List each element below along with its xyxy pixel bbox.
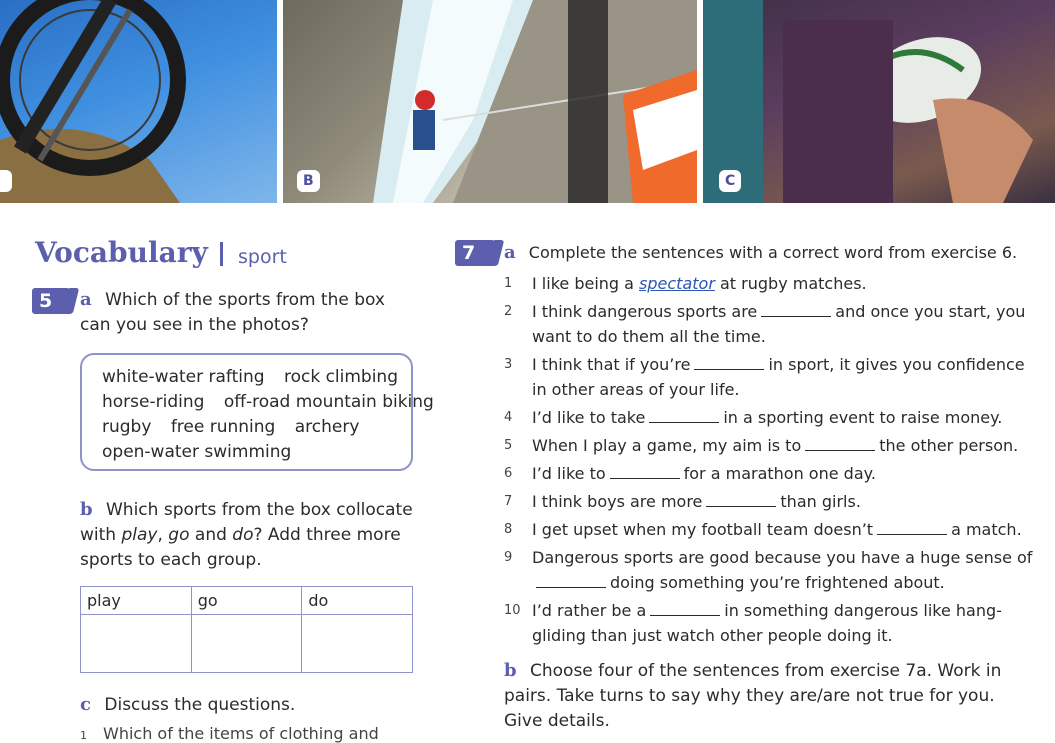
photo-label-b: B <box>297 170 320 192</box>
exercise-5c-text: Discuss the questions. <box>104 695 296 715</box>
list-item <box>504 299 1044 349</box>
answer-blank[interactable] <box>536 573 606 588</box>
table-row <box>81 615 413 673</box>
sports-box-line <box>102 390 434 415</box>
exercise-5a-text-line1: Which of the sports from the box <box>105 290 385 310</box>
sentence-after: for a marathon one day. <box>683 464 876 483</box>
collocation-table <box>80 586 413 673</box>
exercise-5b-line1: Which sports from the box collocate <box>106 500 413 520</box>
sentence-before: Dangerous sports are good because you have a huge sense of <box>532 548 1033 567</box>
rugby-illustration <box>703 0 1055 203</box>
sentence-after: doing something you’re frightened about. <box>610 573 945 592</box>
answer-blank[interactable] <box>805 436 875 451</box>
sentence-number: 6 <box>504 466 513 481</box>
word-go: go <box>168 525 190 545</box>
vocabulary-title: Vocabulary <box>35 236 208 269</box>
answer-blank[interactable] <box>649 408 719 423</box>
exercise-7b-line1: Choose four of the sentences from exercise 7a. Work in <box>530 661 1002 681</box>
sentence-number: 7 <box>504 494 513 509</box>
word-play: play <box>121 525 158 545</box>
sports-box-line <box>102 415 411 440</box>
list-item <box>504 352 1044 402</box>
sentence-before: When I play a game, my aim is to <box>532 436 802 455</box>
sentence-before: I think dangerous sports are <box>532 302 758 321</box>
table-cell-do[interactable] <box>302 615 413 673</box>
sentence-after: the other person. <box>879 436 1019 455</box>
exercise-5a-instruction <box>80 287 420 338</box>
title-separator <box>220 242 223 266</box>
list-item <box>504 433 1044 458</box>
table-header-play: play <box>81 587 192 615</box>
sport-item: archery <box>294 417 360 437</box>
sentence-after: a match. <box>951 520 1022 539</box>
list-item <box>504 461 1044 486</box>
sentence-after: than girls. <box>780 492 861 511</box>
sports-box-line <box>102 440 411 465</box>
waterfall-illustration <box>283 0 697 203</box>
list-item <box>504 271 1044 296</box>
answer-blank[interactable] <box>610 464 680 479</box>
exercise-5c-question-1-text: Which of the items of clothing and <box>103 724 379 743</box>
photo-canyoning <box>283 0 697 203</box>
exercise-5b-line3: sports to each group. <box>80 550 262 570</box>
exercise-5c-instruction <box>80 692 420 718</box>
exercise-7b-instruction <box>504 658 1049 734</box>
table-header-do: do <box>302 587 413 615</box>
photo-label-c: C <box>719 170 741 192</box>
answer-blank[interactable] <box>694 355 764 370</box>
list-item <box>504 517 1044 542</box>
sentence-after: in something dangerous like hang-gliding than just watch other people doing it. <box>532 601 1002 645</box>
sport-item: open-water swimming <box>102 442 292 462</box>
sentence-number: 1 <box>504 276 513 291</box>
exercise-7-number: 7 <box>455 240 495 266</box>
sentence-answer[interactable]: spectator <box>639 274 715 293</box>
exercise-7a-letter: a <box>504 242 516 263</box>
sentence-after: in a sporting event to raise money. <box>723 408 1003 427</box>
sentence-after: at rugby matches. <box>714 274 867 293</box>
sentence-before: I get upset when my football team doesn’t <box>532 520 874 539</box>
exercise-7b-line2: pairs. Take turns to say why they are/are not true for you. <box>504 686 995 706</box>
sentence-after: in sport, it gives you confidence in other areas of your life. <box>532 355 1025 399</box>
exercise-7b-letter: b <box>504 660 517 681</box>
exercise-5c-question-1: 1 Which of the items of clothing and <box>80 724 379 743</box>
sentence-number: 8 <box>504 522 513 537</box>
answer-blank[interactable] <box>650 601 720 616</box>
sentence-number: 4 <box>504 410 513 425</box>
sport-item: white-water rafting <box>102 367 265 387</box>
table-cell-play[interactable] <box>81 615 192 673</box>
exercise-5b-line2-post: ? Add three more <box>253 525 401 545</box>
table-header-go: go <box>191 587 302 615</box>
exercise-7b-line3: Give details. <box>504 711 610 731</box>
sentence-number: 9 <box>504 550 513 565</box>
sentence-before: I like being a <box>532 274 640 293</box>
exercise-5a-letter: a <box>80 289 92 310</box>
answer-blank[interactable] <box>877 520 947 535</box>
word-do: do <box>232 525 254 545</box>
sentence-number: 5 <box>504 438 513 453</box>
sport-item: rugby <box>102 417 152 437</box>
table-cell-go[interactable] <box>191 615 302 673</box>
sport-item: rock climbing <box>283 367 398 387</box>
answer-blank[interactable] <box>761 302 831 317</box>
vocabulary-subtitle: sport <box>238 246 287 268</box>
exercise-5b-instruction <box>80 497 425 573</box>
sentence-before: I’d like to take <box>532 408 646 427</box>
list-item <box>504 598 1044 648</box>
comma: , <box>157 525 169 545</box>
sentence-list <box>504 271 1044 651</box>
list-item <box>504 545 1044 595</box>
list-item <box>504 405 1044 430</box>
sentence-number: 2 <box>504 304 513 319</box>
exercise-5c-letter: c <box>80 694 91 715</box>
sentence-after: and once you start, you want to do them all the time. <box>532 302 1026 346</box>
exercise-7a-text: Complete the sentences with a correct word from exercise 6. <box>528 243 1018 262</box>
exercise-7a-instruction <box>504 240 1049 265</box>
photo-label-a <box>0 170 12 192</box>
exercise-5-number: 5 <box>32 288 70 314</box>
sports-box <box>80 353 434 471</box>
photo-mountain-biking <box>0 0 277 203</box>
photo-rugby <box>703 0 1055 203</box>
sports-box-line <box>102 365 411 390</box>
list-item <box>504 489 1044 514</box>
exercise-5b-letter: b <box>80 499 93 520</box>
sentence-number: 3 <box>504 357 513 372</box>
bike-wheel-illustration <box>0 0 277 203</box>
sentence-before: I think that if you’re <box>532 355 691 374</box>
sentence-before: I’d rather be a <box>532 601 647 620</box>
exercise-5b-line2-pre: with <box>80 525 122 545</box>
sport-item: horse-riding <box>102 392 205 412</box>
answer-blank[interactable] <box>706 492 776 507</box>
sport-item: free running <box>170 417 276 437</box>
table-header-row <box>81 587 413 615</box>
exercise-5a-text-line2: can you see in the photos? <box>80 315 309 335</box>
sport-item: off-road mountain biking <box>223 392 434 412</box>
sentence-before: I’d like to <box>532 464 606 483</box>
sentence-before: I think boys are more <box>532 492 703 511</box>
sentence-number: 10 <box>504 603 521 618</box>
word-and: and <box>189 525 233 545</box>
